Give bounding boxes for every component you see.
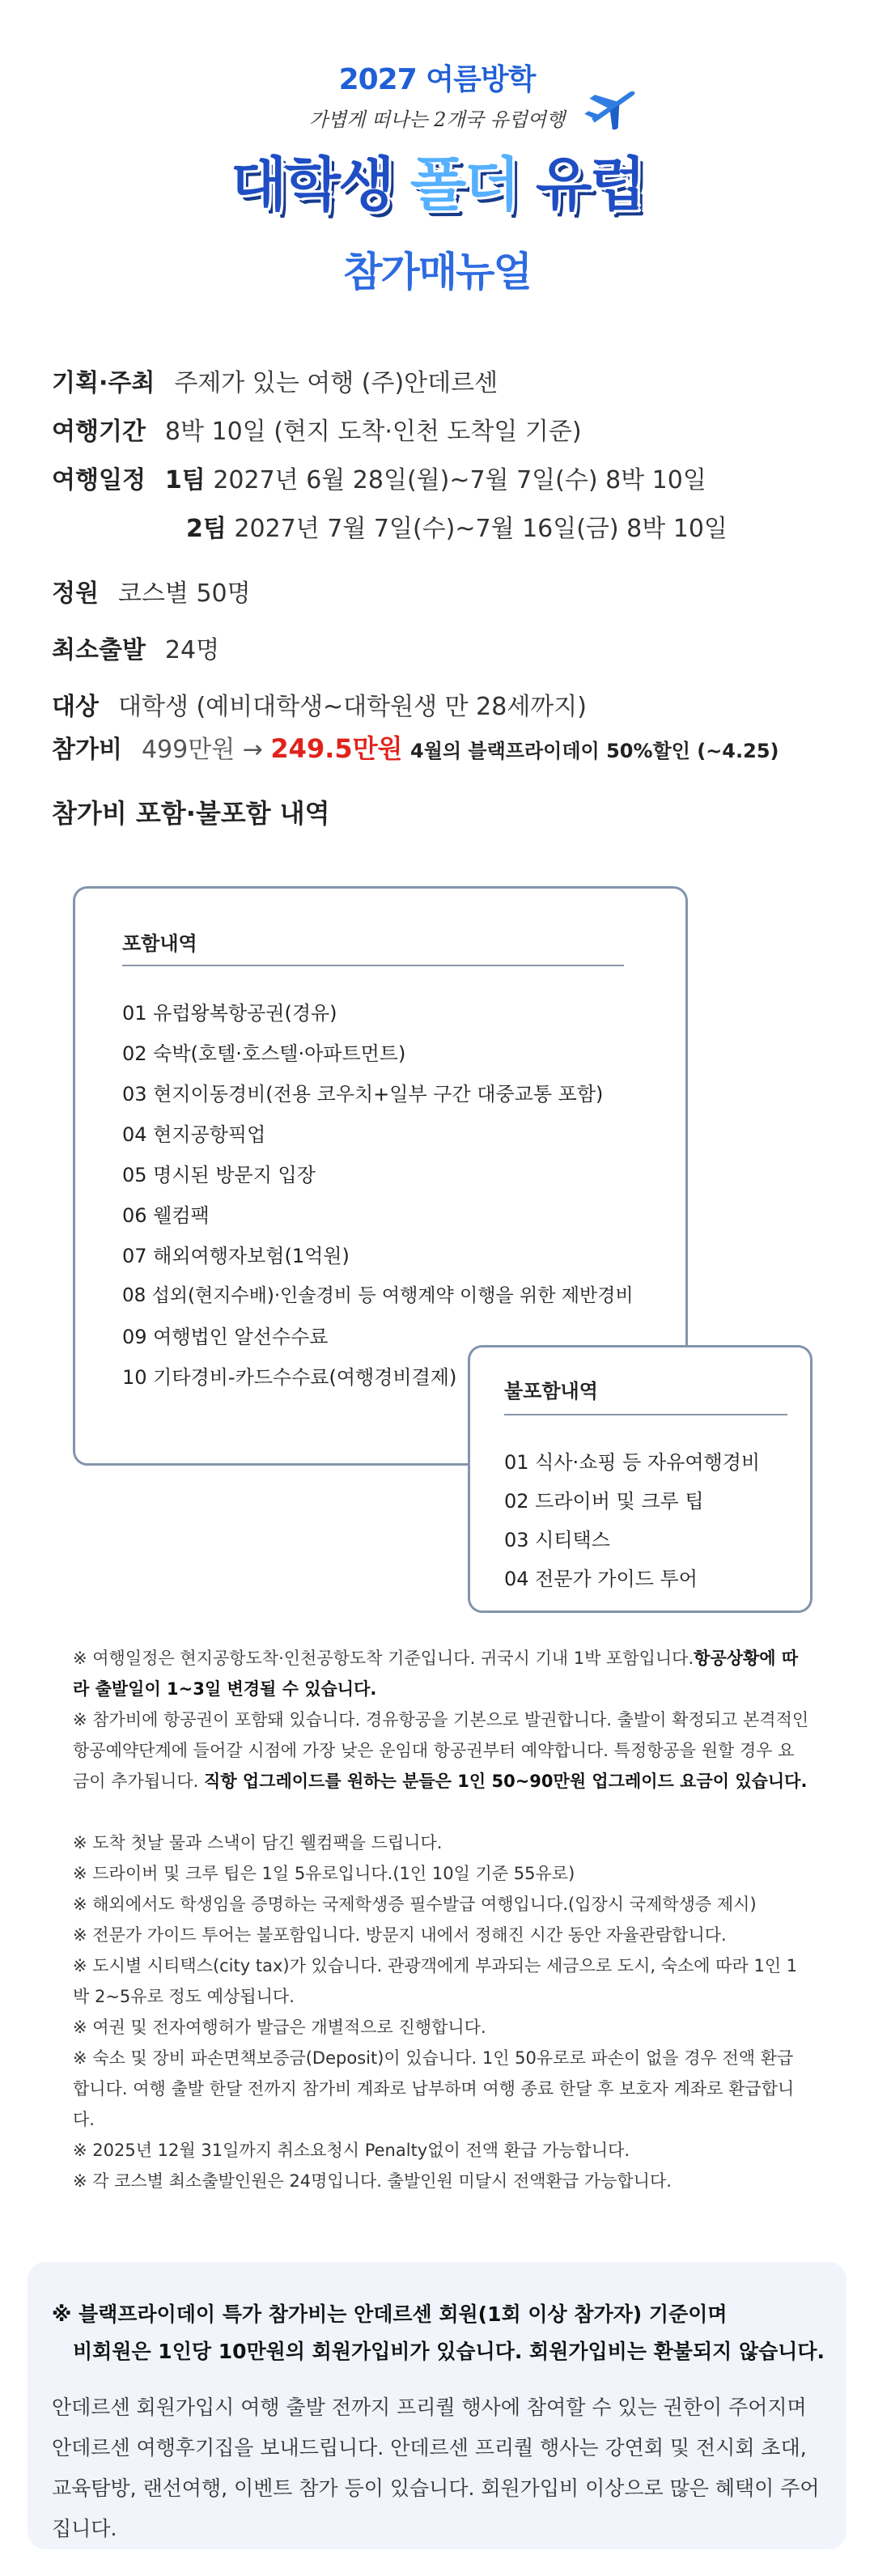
membership-notice: ※ 블랙프라이데이 특가 참가비는 안데르센 회원(1회 이상 참가자) 기준이며 비회원은 1인당 10만원의 회원가입비가 있습니다. 회원가입비는 환불되지 않습니다. xyxy=(52,2302,825,2363)
target-row: 대상 대학생 (예비대학생~대학원생 만 28세까지) xyxy=(52,693,587,721)
capacity-row: 정원 코스별 50명 xyxy=(52,579,251,608)
divider xyxy=(504,1414,787,1415)
note-item: ※ 각 코스별 최소출발인원은 24명입니다. 출발인원 미달시 전액환급 가능합니다. xyxy=(73,2171,672,2191)
list-item: 02 숙박(호텔·호스텔·아파트먼트) xyxy=(122,1042,406,1065)
event-year: 2027 여름방학 xyxy=(338,63,536,96)
list-item: 04 현지공항픽업 xyxy=(122,1123,266,1146)
list-item: 01 식사·쇼핑 등 자유여행경비 xyxy=(504,1451,761,1474)
tagline: 가볍게 떠나는 2개국 유럽여행 xyxy=(308,108,566,131)
note-item: ※ 해외에서도 학생임을 증명하는 국제학생증 필수발급 여행입니다.(입장시 국제학생증 제시) xyxy=(73,1895,757,1914)
list-item: 06 웰컴팩 xyxy=(122,1204,210,1227)
min-departure-row: 최소출발 24명 xyxy=(52,636,220,664)
list-item: 04 전문가 가이드 투어 xyxy=(504,1568,698,1590)
note-item: ※ 도착 첫날 물과 스낵이 담긴 웰컴팩을 드립니다. xyxy=(73,1833,443,1852)
included-title: 포함내역 xyxy=(122,932,197,955)
header xyxy=(0,0,874,324)
airplane-icon xyxy=(583,81,639,129)
note-item: ※ 여권 및 전자여행허가 발급은 개별적으로 진행합니다. xyxy=(73,2018,486,2037)
main-title: 대학생 폴더 유럽 xyxy=(230,151,643,219)
list-item: 05 명시된 방문지 입장 xyxy=(122,1164,316,1186)
list-item: 03 시티택스 xyxy=(504,1529,610,1551)
list-item: 03 현지이동경비(전용 코우치+일부 구간 대중교통 포함) xyxy=(122,1083,604,1106)
membership-description: 안데르센 회원가입시 여행 출발 전까지 프리퀄 행사에 참여할 수 있는 권한이 주어지며 안데르센 여행후기집을 보내드립니다. 안데르센 프리퀄 행사는 강연회 및 전시회 초대, 교육탐방, 랜선여행, 이벤트 참가 등이 있습니다. 회원가입비 이상으로 많은 혜택이 주어집니다. xyxy=(52,2396,820,2540)
note-item: ※ 참가비에 항공권이 포함돼 있습니다. 경유항공을 기본으로 발권합니다. 출발이 확정되고 본격적인 항공예약단계에 들어갈 시점에 가장 낮은 운임대 항공권부터 예약합니다. 특정항공을 원할 경우 요금이 추가됩니다. 직항 업그레이드를 원하는 분들은 1인 50~90만원 업그레이드 요금이 있습니다. xyxy=(73,1710,809,1791)
note-item: ※ 여행일정은 현지공항도착·인천공항도착 기준입니다. 귀국시 기내 1박 포함입니다.항공상황에 따라 출발일이 1~3일 변경될 수 있습니다. xyxy=(73,1649,799,1699)
note-item: ※ 2025년 12월 31일까지 취소요청시 Penalty없이 전액 환급 가능합니다. xyxy=(73,2141,630,2160)
manual-subtitle: 참가매뉴얼 xyxy=(343,248,531,295)
list-item: 10 기타경비-카드수수료(여행경비결제) xyxy=(122,1366,457,1389)
list-item: 07 해외여행자보험(1억원) xyxy=(122,1245,350,1267)
list-item: 08 섭외(현지수배)·인솔경비 등 여행계약 이행을 위한 제반경비 xyxy=(122,1285,634,1306)
note-item: ※ 도시별 시티택스(city tax)가 있습니다. 관광객에게 부과되는 세금으로 도시, 숙소에 따라 1인 1박 2~5유로 정도 예상됩니다. xyxy=(73,1956,798,2006)
divider xyxy=(122,965,624,966)
excluded-box xyxy=(468,1345,812,1613)
membership-panel xyxy=(28,2262,846,2549)
discount-price: 249.5만원 xyxy=(270,733,403,764)
note-item: ※ 드라이버 및 크루 팁은 1일 5유로입니다.(1인 10일 기준 55유로) xyxy=(73,1864,575,1883)
note-item: ※ 숙소 및 장비 파손면책보증금(Deposit)이 있습니다. 1인 50유로로 파손이 없을 경우 전액 환급합니다. 여행 출발 한달 전까지 참가비 계좌로 납부하며 여행 종료 한달 후 보호자 계좌로 환급합니다. xyxy=(73,2048,795,2129)
organizer-row: 기획·주최 주제가 있는 여행 (주)안데르센 xyxy=(52,369,499,397)
note-item: ※ 전문가 가이드 투어는 불포함입니다. 방문지 내에서 정해진 시간 동안 자율관람합니다. xyxy=(73,1925,727,1945)
section-title: 참가비 포함·불포함 내역 xyxy=(52,798,330,829)
period-row: 여행기간 8박 10일 (현지 도착·인천 도착일 기준) xyxy=(52,418,582,446)
list-item: 01 유럽왕복항공권(경유) xyxy=(122,1002,337,1025)
schedule-row: 여행일정 1팀 2027년 6월 28일(월)~7월 7일(수) 8박 10일 xyxy=(52,466,706,494)
list-item: 09 여행법인 알선수수료 xyxy=(122,1326,329,1348)
schedule-team2-row: 2팀 2027년 7월 7일(수)~7월 16일(금) 8박 10일 xyxy=(186,515,728,543)
excluded-title: 불포함내역 xyxy=(504,1380,598,1403)
fee-row: 참가비 499만원 → 249.5만원 4월의 블랙프라이데이 50%할인 (~4.25) xyxy=(52,733,779,764)
list-item: 02 드라이버 및 크루 팁 xyxy=(504,1490,704,1513)
